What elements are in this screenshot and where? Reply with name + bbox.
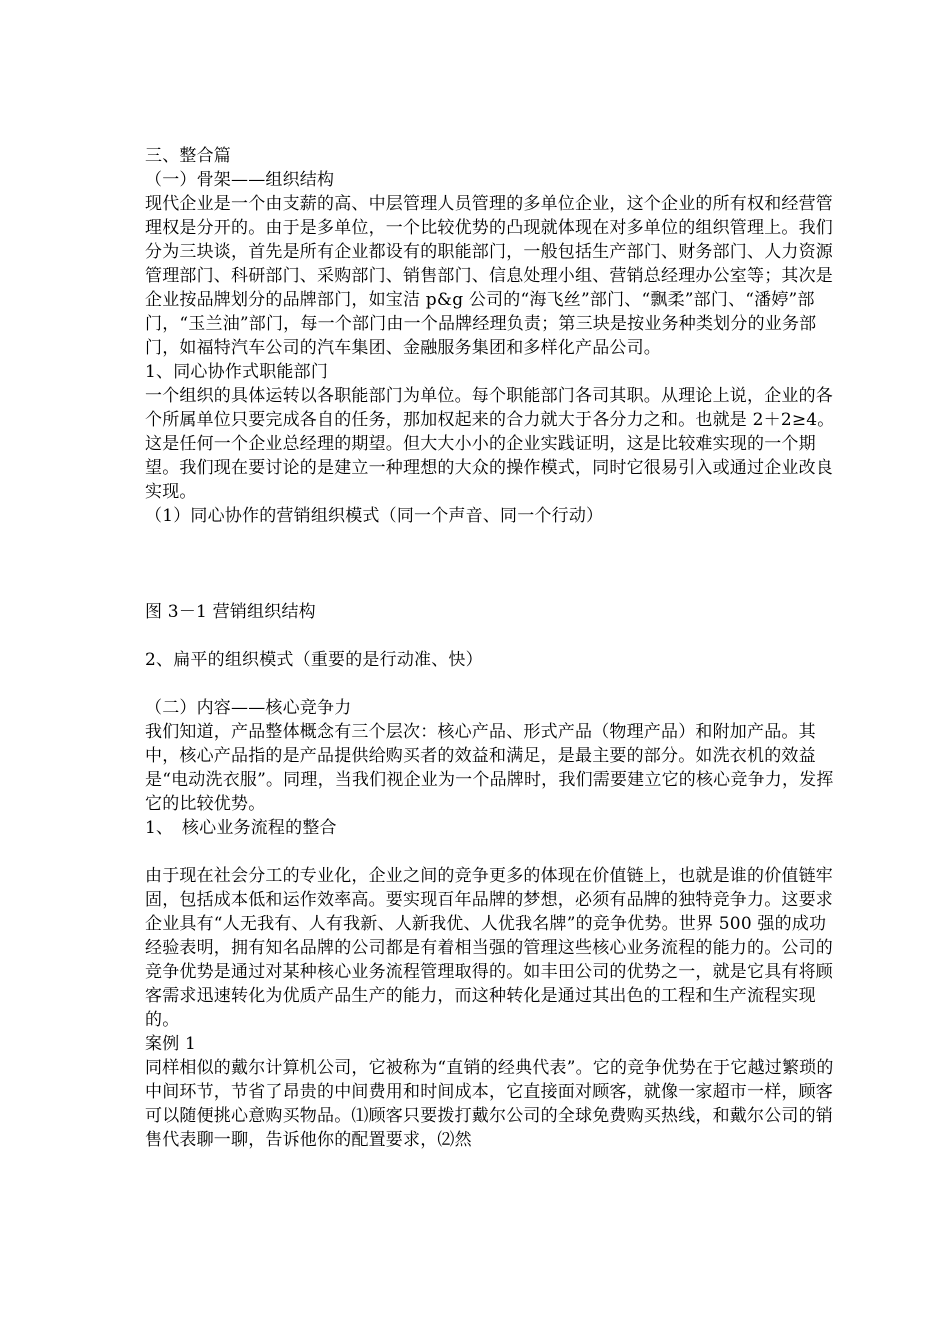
paragraph-functional-departments: 一个组织的具体运转以各职能部门为单位。每个职能部门各司其职。从理论上说，企业的各个所属单位只要完成各自的任务，那加权起来的合力就大于各分力之和。也就是 2＋2≥4。这是任何一个企业总经理的期望。但大大小小的企业实践证明，这是比较难实现的一个期望。我们现在要讨论的是建立一种理想的大众的操作模式，同时它很易引入或通过企业改良实现。 (145, 386, 835, 502)
item-title-flat-model: 2、扁平的组织模式（重要的是行动准、快） (145, 650, 483, 670)
case-title: 案例 1 (145, 1034, 197, 1054)
figure-placeholder (145, 528, 835, 600)
item-title-core-process: 1、 核心业务流程的整合 (145, 818, 337, 838)
section-title: 三、整合篇 (145, 146, 231, 166)
item-subtitle-marketing-model: （1）同心协作的营销组织模式（同一个声音、同一个行动） (145, 506, 604, 526)
paragraph-org-structure: 现代企业是一个由支薪的高、中层管理人员管理的多单位企业，这个企业的所有权和经营管理权是分开的。由于是多单位，一个比较优势的凸现就体现在对多单位的组织管理上。我们分为三块谈，首先是所有企业都设有的职能部门，一般包括生产部门、财务部门、人力资源管理部门、科研部门、采购部门、销售部门、信息处理小组、营销总经理办公室等；其次是企业按品牌划分的品牌部门，如宝洁 p&g 公司的“海飞丝”部门、“飘柔”部门、“潘婷”部门，“玉兰油”部门，每一个部门由一个品牌经理负责；第三块是按业务种类划分的业务部门，如福特汽车公司的汽车集团、金融服务集团和多样化产品公司。 (145, 194, 833, 358)
figure-caption: 图 3－1 营销组织结构 (145, 602, 316, 622)
document-body (145, 144, 835, 1152)
spacer (145, 672, 835, 696)
paragraph-case-dell: 同样相似的戴尔计算机公司，它被称为“直销的经典代表”。它的竞争优势在于它越过繁琐的中间环节，节省了昂贵的中间费用和时间成本，它直接面对顾客，就像一家超市一样，顾客可以随便挑心意购买物品。⑴顾客只要拨打戴尔公司的全球免费购买热线，和戴尔公司的销售代表聊一聊，告诉他你的配置要求，⑵然 (145, 1058, 834, 1150)
subsection-title-skeleton: （一）骨架——组织结构 (145, 170, 335, 190)
spacer (145, 840, 835, 864)
paragraph-core-competence: 我们知道，产品整体概念有三个层次：核心产品、形式产品（物理产品）和附加产品。其中，核心产品指的是产品提供给购买者的效益和满足，是最主要的部分。如洗衣机的效益是“电动洗衣服”。同理，当我们视企业为一个品牌时，我们需要建立它的核心竞争力，发挥它的比较优势。 (145, 722, 834, 814)
paragraph-core-process: 由于现在社会分工的专业化，企业之间的竞争更多的体现在价值链上，也就是谁的价值链牢固，包括成本低和运作效率高。要实现百年品牌的梦想，必须有品牌的独特竞争力。这要求企业具有“人无我有、人有我新、人新我优、人优我名牌”的竞争优势。世界 500 强的成功经验表明，拥有知名品牌的公司都是有着相当强的管理这些核心业务流程的能力的。公司的竞争优势是通过对某种核心业务流程管理取得的。如丰田公司的优势之一，就是它具有将顾客需求迅速转化为优质产品生产的能力，而这种转化是通过其出色的工程和生产流程实现的。 (145, 866, 833, 1030)
spacer (145, 624, 835, 648)
subsection-title-core-competence: （二）内容——核心竞争力 (145, 698, 352, 718)
item-title-functional-departments: 1、同心协作式职能部门 (145, 362, 329, 382)
